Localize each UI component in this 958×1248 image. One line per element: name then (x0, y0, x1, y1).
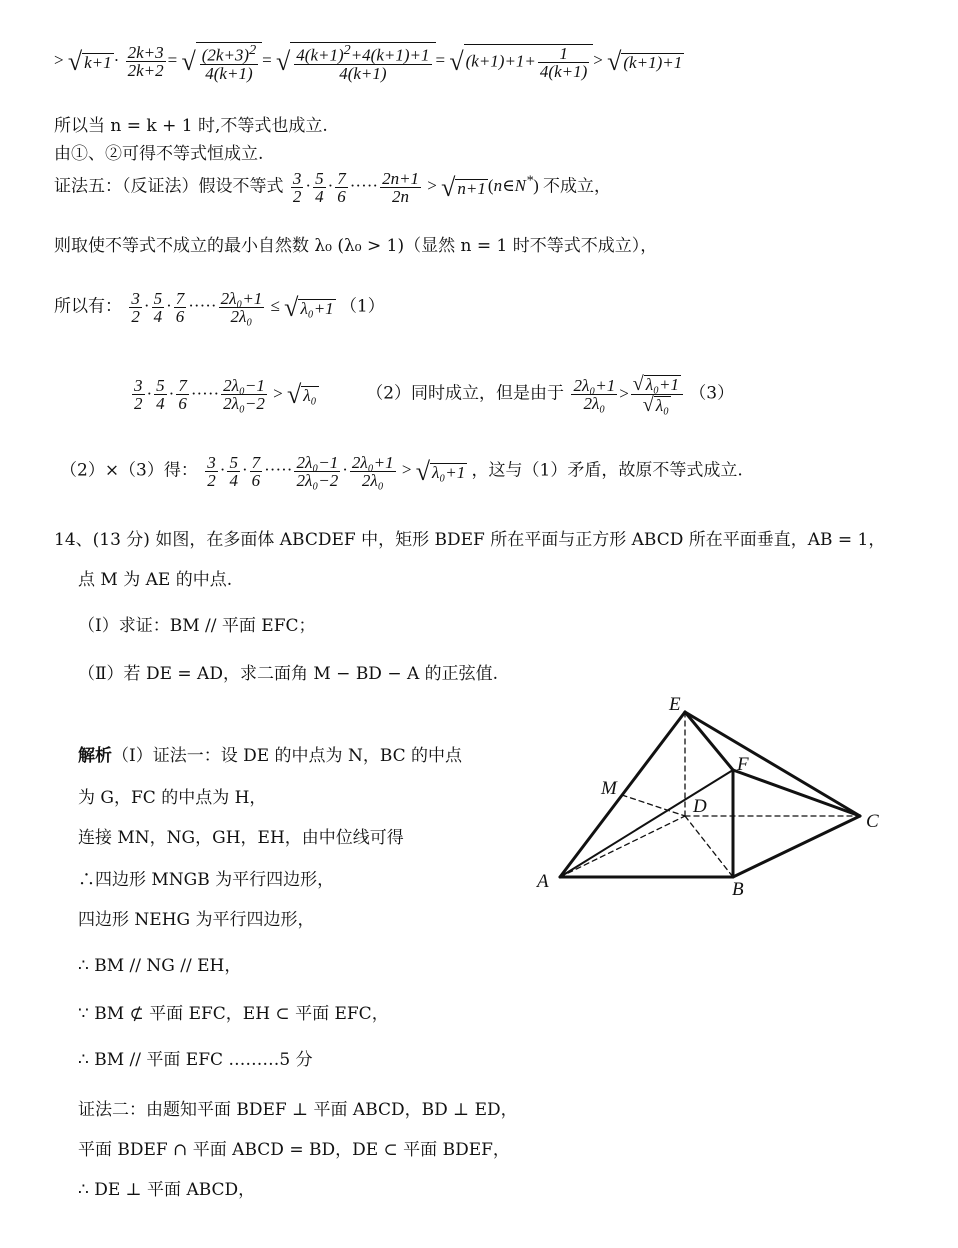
label-b: B (732, 879, 744, 900)
edge-db-hidden (685, 816, 733, 877)
text-line-4: 则取使不等式不成立的最小自然数 λ₀ (λ₀ > 1)（显然 n = 1 时不等式不成立）， (54, 236, 658, 256)
line5-prefix: 所以有： (54, 296, 122, 317)
label-f: F (737, 754, 749, 775)
edge-md-hidden (622, 795, 685, 816)
edge-ec (685, 712, 860, 816)
solution-line-8: ∴ BM // 平面 EFC ………5 分 (78, 1050, 313, 1070)
solution-line-2: 为 G，FC 的中点为 H， (78, 788, 267, 808)
solution-line-7: ∵ BM ⊄ 平面 EFC，EH ⊂ 平面 EFC， (78, 1004, 389, 1024)
line5-tag: （1） (339, 296, 385, 317)
edge-ea (560, 712, 685, 877)
line7-prefix: （2）×（3）得： (60, 460, 198, 481)
edge-bc (733, 816, 860, 877)
line3-formula: $\frac{3}{2}$ · $\frac{5}{4}$ · $\frac{7}{6}$ ····· $\frac{2n+1}{2n}$ > √ n+1 (n∈N*) (292, 169, 539, 206)
label-d: D (693, 796, 707, 817)
line6-formula-b: $\frac{\text{2λ₀+1}}{\text{2λ₀}}$ > $\frac{\text{√ λ₀+1}}{\text{√ λ₀}}$ (569, 384, 689, 403)
text-line-1: 所以当 n = k + 1 时,不等式也成立. (54, 116, 328, 136)
edge-af (560, 770, 733, 877)
solution-line-1 (78, 748, 462, 765)
text-line-6 (130, 374, 734, 415)
q14-line-2: 点 M 为 AE 的中点. (78, 570, 233, 590)
solution-line-11: ∴ DE ⊥ 平面 ABCD， (78, 1180, 256, 1200)
line7-formula: $\frac{3}{2}$ · $\frac{5}{4}$ · $\frac{7}{6}$ ····· $\frac{\text{2λ₀−1}}{\text{2λ₀−2}}$ · $\frac{\text{2λ₀+1}}{\text{2λ₀}}$ > √ λ₀+1 (207, 453, 466, 490)
line7-suffix: ，这与（1）矛盾，故原不等式成立. (471, 460, 743, 481)
label-c: C (866, 811, 879, 832)
solution-line-3: 连接 MN，NG，GH，EH，由中位线可得 (78, 828, 404, 848)
line6-tag: （3） (689, 383, 735, 404)
edge-ad-hidden (560, 816, 685, 877)
line6-mid: （2）同时成立，但是由于 (366, 383, 565, 404)
q14-part-1: （Ⅰ）求证：BM // 平面 EFC； (78, 616, 316, 636)
inequality-chain-top: > √ k+1 · $\frac{2k+3}{2k+2}$ = √ $\frac{(2k+3)^2}{4(k+1)}$ = √ $\frac{4(k+1)^2+4(k+1)+1}{4(k+1)}$ = √ (k+1)+1+ $\frac{1}{4(k+1)}$ > √ (k+1)+1 (54, 42, 683, 83)
text-line-7 (60, 454, 743, 489)
text-line-3 (54, 170, 611, 205)
label-e: E (669, 694, 681, 715)
q14-line-1: 14、(13 分) 如图，在多面体 ABCDEF 中，矩形 BDEF 所在平面与正方形 ABCD 所在平面垂直，AB = 1， (54, 530, 886, 550)
solution-line-4: ∴四边形 MNGB 为平行四边形， (78, 870, 335, 890)
line3-prefix: 证法五：（反证法）假设不等式 (54, 176, 284, 197)
line6-formula-a: $\frac{3}{2}$ · $\frac{5}{4}$ · $\frac{7}{6}$ ····· $\frac{\text{2λ₀−1}}{\text{2λ₀−2}}$ > √ λ₀ (134, 376, 317, 414)
solution-line-1-text: （Ⅰ）证法一：设 DE 的中点为 N，BC 的中点 (112, 746, 463, 766)
solution-line-10: 平面 BDEF ∩ 平面 ABCD = BD，DE ⊂ 平面 BDEF， (78, 1140, 510, 1160)
solution-line-5: 四边形 NEHG 为平行四边形， (78, 910, 315, 930)
text-line-2: 由①、②可得不等式恒成立. (54, 144, 264, 164)
solution-line-6: ∴ BM // NG // EH， (78, 956, 242, 976)
edge-ef (685, 712, 733, 770)
label-a: A (537, 871, 549, 892)
edge-fc (733, 770, 860, 816)
text-line-5 (54, 290, 385, 325)
line5-formula: $\frac{3}{2}$ · $\frac{5}{4}$ · $\frac{7}{6}$ ····· $\frac{\text{2λ₀+1}}{\text{2λ₀}}$ ≤ √ λ₀+1 (131, 289, 334, 326)
solution-label: 解析 (78, 746, 112, 766)
solution-line-9: 证法二：由题知平面 BDEF ⊥ 平面 ABCD，BD ⊥ ED， (78, 1100, 518, 1120)
q14-part-2: （Ⅱ）若 DE = AD，求二面角 M − BD − A 的正弦值. (78, 664, 499, 684)
label-m: M (601, 778, 617, 799)
line3-suffix: 不成立， (543, 176, 612, 197)
